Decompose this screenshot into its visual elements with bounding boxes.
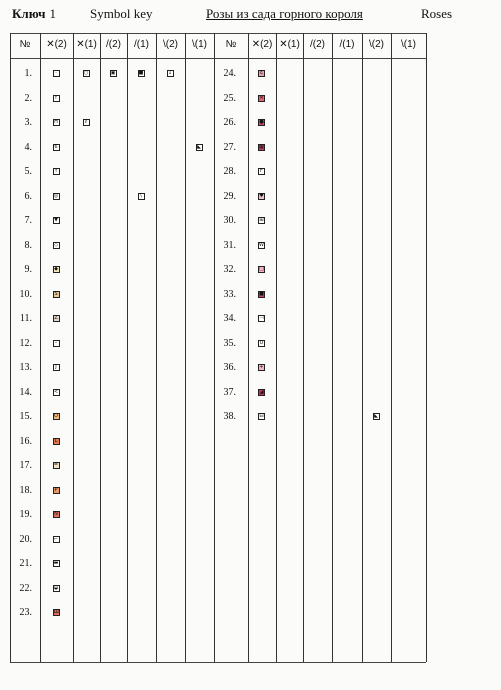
row-number: 34. <box>223 313 236 324</box>
symbol-swatch: f <box>53 95 60 102</box>
symbol-swatch: ⌐ <box>53 535 59 542</box>
column-header-left-1: ✕(2) <box>46 39 67 50</box>
symbol-swatch: ↑ <box>53 168 59 174</box>
row-number: 5. <box>24 166 32 177</box>
row-number: 22. <box>19 582 32 594</box>
row-number: 23. <box>19 607 32 618</box>
symbol-swatch: L <box>53 438 60 445</box>
grid-line-vertical <box>73 33 74 662</box>
row-number: 17. <box>19 460 32 471</box>
grid-line-vertical <box>127 33 128 662</box>
symbol-swatch: ■ <box>138 70 144 76</box>
symbol-swatch: ○ <box>83 70 89 76</box>
symbol-swatch: ◆ <box>54 266 58 272</box>
symbol-swatch: < <box>53 388 59 395</box>
grid-line-vertical <box>426 33 427 662</box>
symbol-swatch: ◇ <box>54 241 58 248</box>
grid-line-vertical <box>156 33 157 662</box>
grid-line-vertical <box>303 33 304 662</box>
symbol-swatch: ◣ <box>197 143 201 150</box>
column-header-right-2: ✕(1) <box>279 39 300 50</box>
row-number: 3. <box>24 117 32 128</box>
row-number: 36. <box>223 362 236 373</box>
symbol-swatch: J <box>53 364 60 371</box>
column-header-right-6: \(1) <box>401 39 416 50</box>
grid-line-vertical <box>276 33 277 662</box>
row-number: 32. <box>223 264 236 275</box>
column-header-left-4: /(1) <box>134 39 149 50</box>
row-number: 8. <box>24 239 32 251</box>
grid-line-vertical <box>362 33 363 662</box>
row-number: 2. <box>24 92 32 104</box>
grid-line-vertical <box>391 33 392 662</box>
row-number: 9. <box>24 264 32 275</box>
row-number: 4. <box>24 141 32 153</box>
row-number: 31. <box>223 239 236 251</box>
symbol-swatch: Ɛ <box>259 70 264 76</box>
symbol-swatch: – <box>53 340 60 347</box>
symbol-swatch: ▣ <box>110 70 116 76</box>
grid-line-horizontal <box>214 662 426 663</box>
symbol-key-label: Symbol key <box>90 6 153 21</box>
symbol-swatch: ■ <box>259 290 264 297</box>
row-number: 38. <box>223 411 236 422</box>
key-number: 1 <box>49 6 56 21</box>
column-header-left-6: \(1) <box>192 39 207 50</box>
row-number: 24. <box>223 68 236 79</box>
symbol-swatch: Z <box>54 315 58 321</box>
row-number: 20. <box>19 533 32 545</box>
row-number: 16. <box>19 435 32 447</box>
grid-line-vertical <box>332 33 333 662</box>
row-number: 15. <box>19 411 32 422</box>
roses-label: Roses <box>421 6 453 21</box>
column-header-right-3: /(2) <box>310 39 325 50</box>
row-number: 13. <box>19 362 32 373</box>
row-number: 26. <box>223 117 236 128</box>
row-number: 29. <box>223 190 236 202</box>
row-number: 33. <box>223 288 236 300</box>
row-number: 11. <box>19 313 32 324</box>
symbol-swatch: ▼ <box>54 217 58 223</box>
grid-line-vertical <box>248 33 249 662</box>
symbol-swatch: ♥ <box>259 192 264 199</box>
row-number: 19. <box>19 509 32 520</box>
symbol-swatch: ✕ <box>259 94 264 101</box>
key-label: Ключ 1 <box>12 6 56 21</box>
row-number: 14. <box>19 386 32 398</box>
column-header-left-2: ✕(1) <box>76 39 97 50</box>
symbol-swatch: W <box>259 241 264 248</box>
symbol-swatch: H <box>54 119 58 125</box>
symbol-swatch: ▬ <box>53 560 59 566</box>
symbol-swatch: Ш <box>53 609 59 615</box>
column-header-right-5: \(2) <box>369 39 384 50</box>
symbol-swatch: · <box>53 70 60 77</box>
symbol-swatch: F <box>258 168 265 175</box>
grid-line-vertical <box>185 33 186 662</box>
symbol-swatch: N <box>54 511 58 517</box>
symbol-swatch: ⊣ <box>259 315 264 321</box>
symbol-swatch: ◣ <box>374 413 378 419</box>
symbol-swatch: □ <box>259 266 264 272</box>
row-number: 10. <box>19 288 32 300</box>
row-number: 7. <box>24 215 32 226</box>
row-number: 35. <box>223 337 236 349</box>
symbol-swatch: ⊞ <box>259 217 264 223</box>
symbol-swatch: ℓ <box>83 119 90 126</box>
row-number: 37. <box>223 386 236 398</box>
symbol-swatch: ◒ <box>53 584 59 591</box>
column-header-right-4: /(1) <box>339 39 355 50</box>
column-header-left-5: \(2) <box>163 39 178 50</box>
symbol-swatch: ⊟ <box>259 413 264 419</box>
row-number: 21. <box>19 558 32 569</box>
row-number: 18. <box>19 484 32 496</box>
column-header-left-0: № <box>19 39 31 50</box>
row-number: 25. <box>223 92 236 104</box>
symbol-swatch: ↓ <box>167 70 173 76</box>
symbol-swatch: ● <box>259 119 264 125</box>
row-number: 1. <box>24 68 32 79</box>
symbol-swatch: P <box>54 486 58 493</box>
column-header-left-3: /(2) <box>106 39 121 50</box>
row-number: 27. <box>223 141 236 153</box>
symbol-swatch: \ <box>138 193 145 200</box>
symbol-swatch: 6 <box>54 143 58 150</box>
row-number: 28. <box>223 166 236 177</box>
symbol-swatch: ◢ <box>259 388 264 395</box>
symbol-swatch: ◎ <box>53 192 59 199</box>
row-number: 6. <box>24 190 32 202</box>
grid-line-vertical <box>40 33 41 662</box>
symbol-swatch: U <box>259 339 264 346</box>
row-number: 12. <box>19 337 32 349</box>
symbol-swatch: S <box>54 290 58 297</box>
grid-line-horizontal <box>10 662 214 663</box>
symbol-swatch: = <box>53 462 59 468</box>
row-number: 30. <box>223 215 236 226</box>
grid-line-vertical <box>100 33 101 662</box>
symbol-swatch: + <box>259 364 264 370</box>
column-header-right-0: № <box>225 39 237 50</box>
symbol-swatch: ▦ <box>259 143 264 150</box>
page-title: Розы из сада горного короля <box>206 6 363 21</box>
symbol-swatch: O <box>54 413 58 419</box>
column-header-right-1: ✕(2) <box>251 39 273 50</box>
